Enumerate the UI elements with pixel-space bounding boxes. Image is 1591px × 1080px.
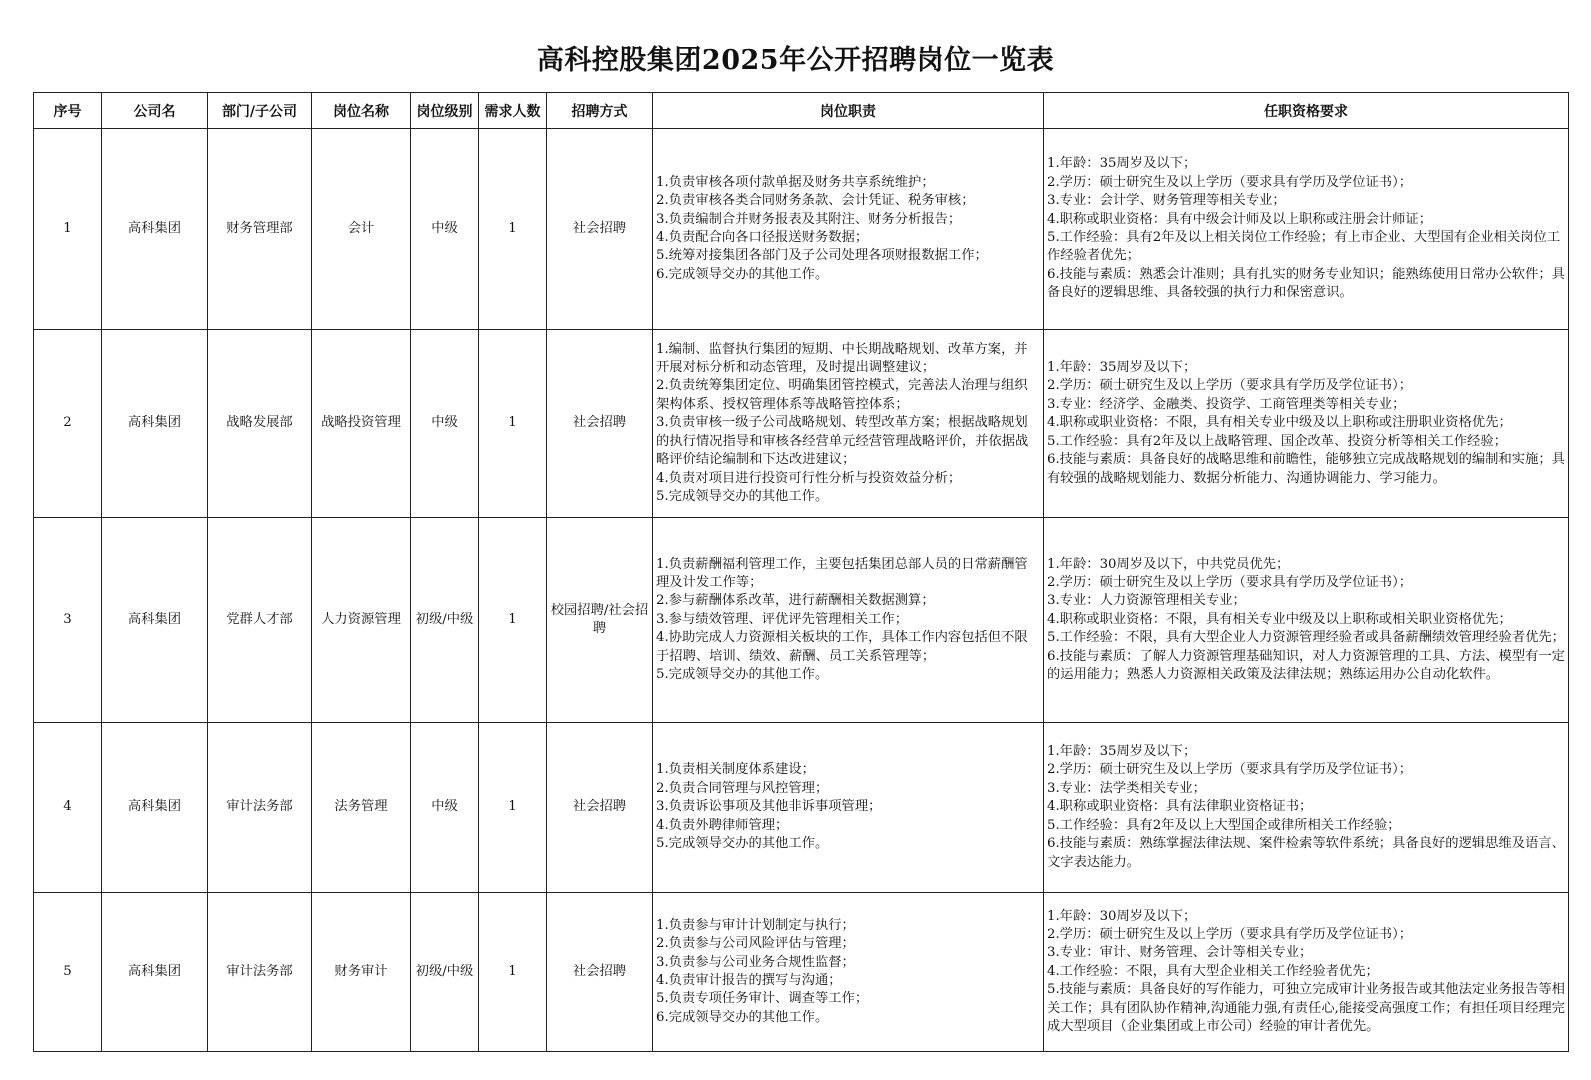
cell-no: 3 bbox=[34, 518, 102, 723]
requirement-line: 5.工作经验：不限，具有大型企业人力资源管理经验者或具备薪酬绩效管理经验者优先； bbox=[1047, 630, 1565, 646]
duty-line: 3.参与绩效管理、评优评先管理相关工作； bbox=[656, 611, 909, 627]
requirement-line: 5.工作经验：具有2年及以上大型国企或律所相关工作经验； bbox=[1047, 817, 1401, 833]
duty-line: 2.负责参与公司风险评估与管理； bbox=[656, 936, 855, 952]
cell-position: 财务审计 bbox=[312, 893, 411, 1052]
requirement-line: 4.职称或职业资格：具有法律职业资格证书； bbox=[1047, 799, 1313, 815]
duty-line: 1.负责审核各项付款单据及财务共享系统维护； bbox=[656, 174, 935, 190]
requirement-line: 4.工作经验：不限，具有大型企业相关工作经验者优先； bbox=[1047, 963, 1379, 979]
requirement-line: 1.年龄：35周岁及以下； bbox=[1047, 360, 1197, 376]
table-row bbox=[34, 518, 1569, 723]
duty-line: 4.负责配合向各口径报送财务数据； bbox=[656, 230, 869, 245]
cell-method: 社会招聘 bbox=[547, 723, 653, 893]
requirement-line: 2.学历：硕士研究生及以上学历（要求具有学历及学位证书）； bbox=[1047, 378, 1413, 394]
cell-headcount: 1 bbox=[479, 893, 547, 1052]
cell-company: 高科集团 bbox=[102, 893, 208, 1052]
duty-line: 2.负责合同管理与风控管理； bbox=[656, 780, 829, 796]
duty-line: 5.完成领导交办的其他工作。 bbox=[656, 488, 829, 504]
cell-duties bbox=[653, 723, 1044, 893]
requirement-line: 5.工作经验：具有2年及以上相关岗位工作经验；有上市企业、大型国有企业相关岗位工作经验者优先； bbox=[1047, 230, 1561, 264]
requirement-line: 6.技能与素质：熟练掌握法律法规、案件检索等软件系统；具备良好的逻辑思维及语言、文字表达能力。 bbox=[1047, 836, 1565, 870]
table-row bbox=[34, 330, 1569, 518]
requirement-line: 2.学历：硕士研究生及以上学历（要求具有学历及学位证书）； bbox=[1047, 574, 1413, 590]
duty-line: 3.负责诉讼事项及其他非诉事项管理； bbox=[656, 799, 882, 815]
duty-line: 1.负责薪酬福利管理工作，主要包括集团总部人员的日常薪酬管理及计发工作等； bbox=[656, 556, 1028, 590]
table-row bbox=[34, 129, 1569, 330]
requirement-line: 2.学历：硕士研究生及以上学历（要求具有学历及学位证书）； bbox=[1047, 762, 1413, 778]
cell-position: 人力资源管理 bbox=[312, 518, 411, 723]
cell-level: 中级 bbox=[411, 723, 479, 893]
cell-requirements bbox=[1044, 723, 1569, 893]
cell-level: 中级 bbox=[411, 129, 479, 330]
cell-no: 2 bbox=[34, 330, 102, 518]
duty-line: 3.负责参与公司业务合规性监督； bbox=[656, 954, 855, 970]
requirement-line: 2.学历：硕士研究生及以上学历（要求具有学历及学位证书）； bbox=[1047, 926, 1413, 942]
requirement-line: 4.职称或职业资格：不限，具有相关专业中级及以上职称或相关职业资格优先； bbox=[1047, 611, 1512, 627]
duty-line: 4.负责对项目进行投资可行性分析与投资效益分析； bbox=[656, 470, 962, 486]
cell-department: 审计法务部 bbox=[208, 723, 312, 893]
requirement-line: 2.学历：硕士研究生及以上学历（要求具有学历及学位证书）； bbox=[1047, 174, 1413, 190]
requirement-line: 1.年龄：30周岁及以下，中共党员优先； bbox=[1047, 556, 1290, 572]
header-company: 公司名 bbox=[102, 93, 208, 129]
cell-department: 党群人才部 bbox=[208, 518, 312, 723]
cell-level: 中级 bbox=[411, 330, 479, 518]
cell-duties bbox=[653, 330, 1044, 518]
cell-position: 法务管理 bbox=[312, 723, 411, 893]
cell-requirements bbox=[1044, 893, 1569, 1052]
cell-company: 高科集团 bbox=[102, 330, 208, 518]
cell-headcount: 1 bbox=[479, 330, 547, 518]
cell-method: 社会招聘 bbox=[547, 129, 653, 330]
requirement-line: 3.专业：经济学、金融类、投资学、工商管理类等相关专业； bbox=[1047, 396, 1406, 412]
cell-duties bbox=[653, 129, 1044, 330]
cell-no: 1 bbox=[34, 129, 102, 330]
cell-headcount: 1 bbox=[479, 518, 547, 723]
duty-line: 4.负责审计报告的撰写与沟通； bbox=[656, 973, 842, 988]
requirement-line: 1.年龄：35周岁及以下； bbox=[1047, 744, 1197, 760]
header-department: 部门/子公司 bbox=[208, 93, 312, 129]
cell-requirements bbox=[1044, 518, 1569, 723]
cell-no: 4 bbox=[34, 723, 102, 893]
cell-company: 高科集团 bbox=[102, 129, 208, 330]
cell-method: 校园招聘/社会招聘 bbox=[547, 518, 653, 723]
duty-line: 5.完成领导交办的其他工作。 bbox=[656, 667, 829, 683]
header-headcount: 需求人数 bbox=[479, 93, 547, 129]
header-duties: 岗位职责 bbox=[653, 93, 1044, 129]
page-title: 高科控股集团2025年公开招聘岗位一览表 bbox=[536, 45, 1055, 76]
cell-department: 战略发展部 bbox=[208, 330, 312, 518]
requirement-line: 1.年龄：30周岁及以下； bbox=[1047, 908, 1197, 924]
requirement-line: 6.技能与素质：了解人力资源管理基础知识，对人力资源管理的工具、方法、模型有一定的运用能力；熟悉人力资源相关政策及法律法规；熟练运用办公自动化软件。 bbox=[1047, 648, 1565, 683]
requirement-line: 3.专业：人力资源管理相关专业； bbox=[1047, 593, 1246, 609]
cell-method: 社会招聘 bbox=[547, 893, 653, 1052]
requirement-line: 4.职称或职业资格：具有中级会计师及以上职称或注册会计师证； bbox=[1047, 211, 1432, 227]
requirement-line: 5.工作经验：具有2年及以上战略管理、国企改革、投资分析等相关工作经验； bbox=[1047, 433, 1507, 449]
header-level: 岗位级别 bbox=[411, 93, 479, 129]
duty-line: 5.统筹对接集团各部门及子公司处理各项财报数据工作； bbox=[656, 248, 988, 264]
cell-position: 会计 bbox=[312, 129, 411, 330]
cell-department: 审计法务部 bbox=[208, 893, 312, 1052]
cell-headcount: 1 bbox=[479, 723, 547, 893]
duty-line: 1.负责相关制度体系建设； bbox=[656, 762, 815, 778]
recruitment-table bbox=[33, 92, 1569, 1052]
duty-line: 5.负责专项任务审计、调查等工作； bbox=[656, 991, 869, 1007]
cell-duties bbox=[653, 893, 1044, 1052]
duty-line: 4.负责外聘律师管理； bbox=[656, 817, 789, 833]
cell-requirements bbox=[1044, 330, 1569, 518]
requirement-line: 3.专业：审计、财务管理、会计等相关专业； bbox=[1047, 945, 1313, 961]
duty-line: 1.编制、监督执行集团的短期、中长期战略规划、改革方案，并开展对标分析和动态管理，及时提出调整建议； bbox=[656, 341, 1028, 376]
duty-line: 2.参与薪酬体系改革，进行薪酬相关数据测算； bbox=[656, 593, 935, 609]
duty-line: 4.协助完成人力资源相关板块的工作，具体工作内容包括但不限于招聘、培训、绩效、薪酬、员工关系管理等； bbox=[656, 630, 1028, 664]
duty-line: 3.负责编制合并财务报表及其附注、财务分析报告； bbox=[656, 211, 962, 227]
duty-line: 3.负责审核一级子公司战略规划、转型改革方案；根据战略规划的执行情况指导和审核各经营单元经营管理战略评价，并依据战略评价结论编制和下达改进建议； bbox=[656, 415, 1029, 468]
requirement-line: 6.技能与素质：具备良好的战略思维和前瞻性，能够独立完成战略规划的编制和实施；具有较强的战略规划能力、数据分析能力、沟通协调能力、学习能力。 bbox=[1047, 452, 1565, 486]
header-requirements: 任职资格要求 bbox=[1044, 93, 1569, 129]
cell-requirements bbox=[1044, 129, 1569, 330]
duty-line: 5.完成领导交办的其他工作。 bbox=[656, 836, 829, 852]
cell-no: 5 bbox=[34, 893, 102, 1052]
header-method: 招聘方式 bbox=[547, 93, 653, 129]
cell-duties bbox=[653, 518, 1044, 723]
cell-company: 高科集团 bbox=[102, 723, 208, 893]
header-position: 岗位名称 bbox=[312, 93, 411, 129]
duty-line: 1.负责参与审计计划制定与执行； bbox=[656, 917, 855, 933]
cell-department: 财务管理部 bbox=[208, 129, 312, 330]
cell-level: 初级/中级 bbox=[411, 518, 479, 723]
requirement-line: 4.职称或职业资格：不限，具有相关专业中级及以上职称或注册职业资格优先； bbox=[1047, 415, 1512, 431]
header-no: 序号 bbox=[34, 93, 102, 129]
cell-level: 初级/中级 bbox=[411, 893, 479, 1052]
duty-line: 2.负责审核各类合同财务条款、会计凭证、税务审核； bbox=[656, 193, 975, 209]
table-header-row bbox=[34, 93, 1569, 129]
duty-line: 6.完成领导交办的其他工作。 bbox=[656, 1009, 829, 1025]
cell-headcount: 1 bbox=[479, 129, 547, 330]
cell-company: 高科集团 bbox=[102, 518, 208, 723]
cell-method: 社会招聘 bbox=[547, 330, 653, 518]
cell-position: 战略投资管理 bbox=[312, 330, 411, 518]
requirement-line: 3.专业：会计学、财务管理等相关专业； bbox=[1047, 193, 1286, 209]
requirement-line: 1.年龄：35周岁及以下； bbox=[1047, 156, 1197, 172]
table-row bbox=[34, 723, 1569, 893]
requirement-line: 5.技能与素质：具备良好的写作能力，可独立完成审计业务报告或其他法定业务报告等相关工作；具有团队协作精神,沟通能力强,有责任心,能接受高强度工作；有担任项目经理完成大型项目（企业集团或上市公司）经验的审计者优先。 bbox=[1047, 982, 1565, 1035]
duty-line: 2.负责统筹集团定位、明确集团管控模式，完善法人治理与组织架构体系、授权管理体系等战略管控体系； bbox=[656, 378, 1028, 412]
duty-line: 6.完成领导交办的其他工作。 bbox=[656, 266, 829, 282]
table-row bbox=[34, 893, 1569, 1052]
requirement-line: 6.技能与素质：熟悉会计准则；具有扎实的财务专业知识；能熟练使用日常办公软件；具备良好的逻辑思维、具备较强的执行力和保密意识。 bbox=[1047, 266, 1565, 301]
requirement-line: 3.专业：法学类相关专业； bbox=[1047, 780, 1206, 796]
